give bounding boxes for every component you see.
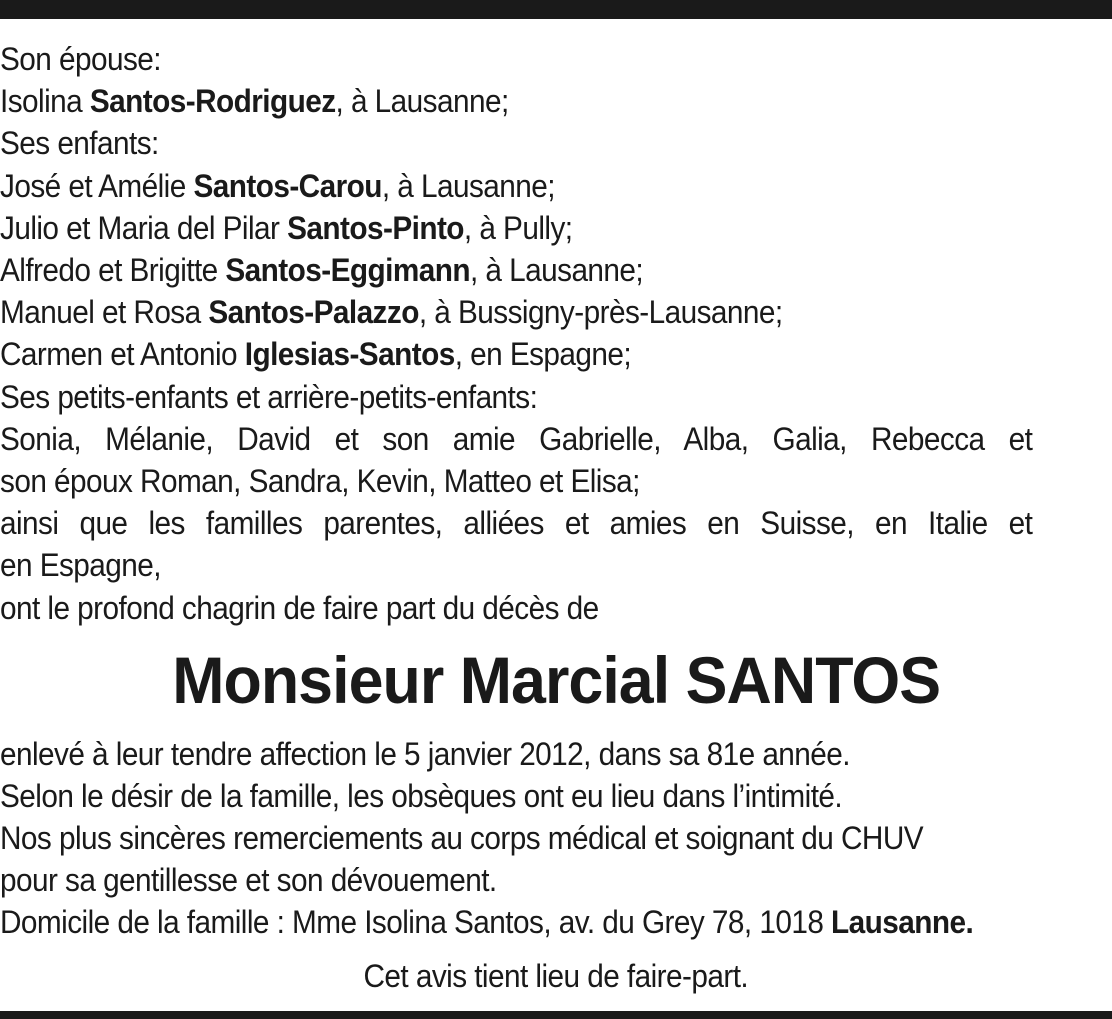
domicile-line: Domicile de la famille : Mme Isolina Santos, av. du Grey 78, 1018 Lausanne. — [0, 904, 974, 940]
child-line: Alfredo et Brigitte Santos-Eggimann, à Lausanne; — [0, 252, 644, 289]
relatives-line: en Espagne, — [0, 547, 161, 584]
detail-line: Selon le désir de la famille, les obsèques ont eu lieu dans l’intimité. — [0, 778, 843, 814]
detail-line: enlevé à leur tendre affection le 5 janvier 2012, dans sa 81e année. — [0, 736, 850, 772]
grandchildren-line: son époux Roman, Sandra, Kevin, Matteo et Elisa; — [0, 463, 640, 500]
grandchildren-heading: Ses petits-enfants et arrière-petits-enfants: — [0, 378, 538, 415]
children-heading: Ses enfants: — [0, 125, 159, 162]
spouse-surname: Santos-Rodriguez — [89, 83, 336, 120]
domicile-city: Lausanne. — [831, 904, 974, 940]
spouse-heading: Son épouse: — [0, 41, 161, 77]
footer-note: Cet avis tient lieu de faire-part. — [363, 958, 749, 994]
family-list — [0, 38, 1032, 629]
grandchildren-line: Sonia, Mélanie, David et son amie Gabrielle, Alba, Galia, Rebecca et — [0, 420, 1033, 457]
child-line: Manuel et Rosa Santos-Palazzo, à Bussigny-près-Lausanne; — [0, 294, 783, 331]
spouse-line: Isolina Santos-Rodriguez, à Lausanne; — [0, 83, 509, 120]
deceased-name: Monsieur Marcial SANTOS — [172, 643, 940, 717]
bottom-rule — [0, 1011, 1112, 1019]
top-rule — [0, 0, 1112, 19]
child-line: Carmen et Antonio Iglesias-Santos, en Espagne; — [0, 336, 632, 373]
detail-line: pour sa gentillesse et son dévouement. — [0, 862, 497, 898]
announcement-line: ont le profond chagrin de faire part du décès de — [0, 589, 599, 626]
relatives-line: ainsi que les familles parentes, alliées et amies en Suisse, en Italie et — [0, 505, 1033, 542]
child-line: José et Amélie Santos-Carou, à Lausanne; — [0, 167, 555, 204]
child-line: Julio et Maria del Pilar Santos-Pinto, à Pully; — [0, 209, 573, 246]
details-block — [0, 733, 1032, 943]
detail-line: Nos plus sincères remerciements au corps médical et soignant du CHUV — [0, 820, 924, 856]
